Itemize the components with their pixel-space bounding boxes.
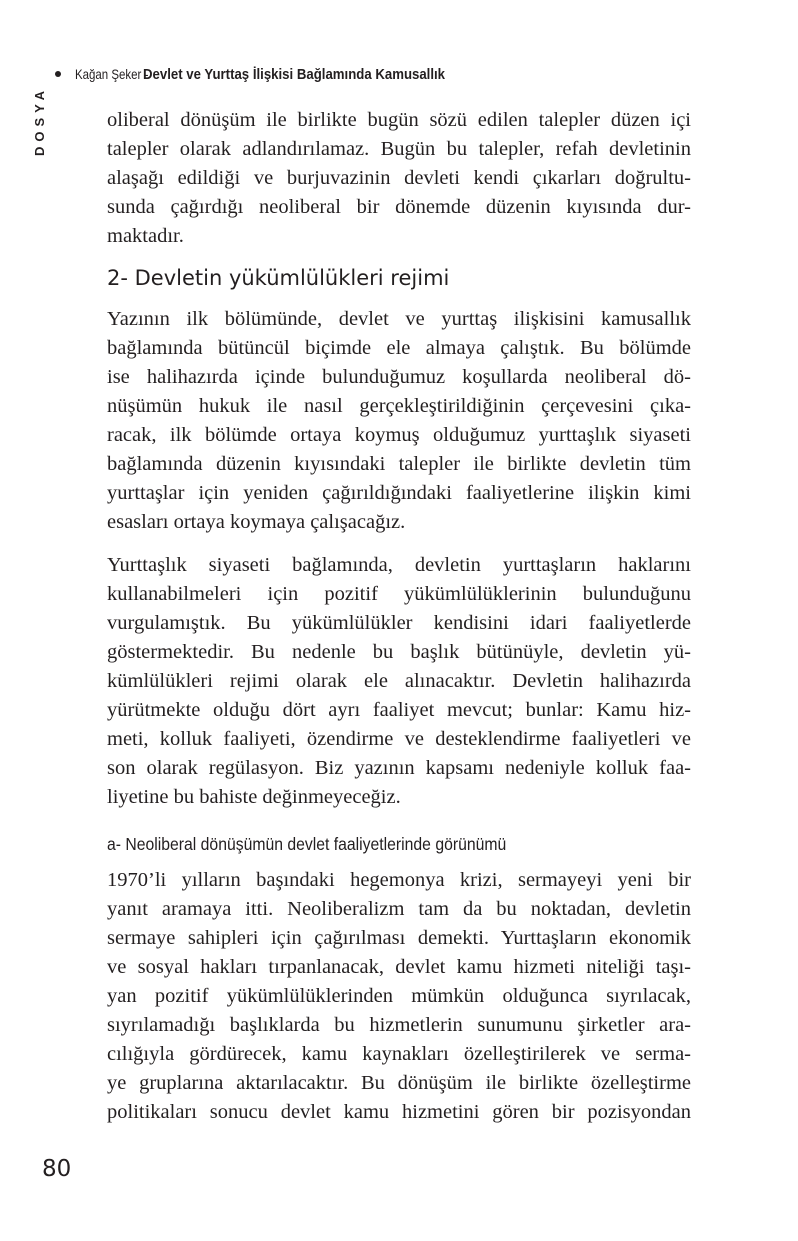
paragraph-line: maktadır. xyxy=(107,225,184,247)
paragraph-line: politikaları sonucu devlet kamu hizmetini gören bir pozisyondan xyxy=(107,1101,691,1123)
subsection-heading: a- Neoliberal dönüşümün devlet faaliyetlerinde görünümü xyxy=(107,834,507,854)
paragraph-line: bağlamında bütüncül biçimde ele almaya çalıştık. Bu bölümde xyxy=(107,337,691,359)
paragraph-line: oliberal dönüşüm ile birlikte bugün sözü edilen talepler düzen içi xyxy=(107,109,691,131)
paragraph-line: bağlamında düzenin kıyısındaki talepler ile birlikte devletin tüm xyxy=(107,453,691,475)
paragraph-line: esasları ortaya koymaya çalışacağız. xyxy=(107,511,406,533)
paragraph-line: talepler olarak adlandırılamaz. Bugün bu talepler, refah devletinin xyxy=(107,138,691,160)
paragraph-line: sıyrılamadığı başlıklarda bu hizmetlerin sunumunu şirketler ara- xyxy=(107,1014,691,1036)
paragraph-line: cılığıyla gördürecek, kamu kaynakları özelleştirilerek ve serma- xyxy=(107,1043,691,1065)
section-heading: 2- Devletin yükümlülükleri rejimi xyxy=(107,266,450,290)
paragraph-line: kullanabilmeleri için pozitif yükümlülüklerinin bulunduğunu xyxy=(107,583,691,605)
paragraph-line: ve sosyal hakları tırpanlanacak, devlet kamu hizmeti niteliği taşı- xyxy=(107,956,691,978)
paragraph-line: son olarak regülasyon. Biz yazının kapsamı nedeniyle kolluk faa- xyxy=(107,757,691,779)
page-number: 80 xyxy=(42,1156,72,1182)
paragraph-line: sunda çağırdığı neoliberal bir dönemde düzenin kıyısında dur- xyxy=(107,196,691,218)
paragraph-line: yürütmekte olduğu dört ayrı faaliyet mevcut; bunlar: Kamu hiz- xyxy=(107,699,691,721)
paragraph-line: Yurttaşlık siyaseti bağlamında, devletin yurttaşların haklarını xyxy=(107,554,691,576)
paragraph-line: kümlülükleri rejimi olarak ele alınacaktır. Devletin halihazırda xyxy=(107,670,691,692)
paragraph-line: Yazının ilk bölümünde, devlet ve yurttaş ilişkisini kamusallık xyxy=(107,308,691,330)
header-author: Kağan Şeker - xyxy=(75,66,149,82)
bullet-icon xyxy=(55,71,61,77)
paragraph-line: 1970’li yılların başındaki hegemonya krizi, sermayeyi yeni bir xyxy=(107,869,691,891)
paragraph-line: racak, ilk bölümde ortaya koymuş olduğumuz yurttaşlık siyaseti xyxy=(107,424,691,446)
header-article-title: Devlet ve Yurttaş İlişkisi Bağlamında Kamusallık xyxy=(142,65,445,83)
paragraph-line: sermaye sahipleri için çağırılması demekti. Yurttaşların ekonomik xyxy=(107,927,691,949)
paragraph-line: alaşağı edildiği ve burjuvazinin devleti kendi çıkarları doğrultu- xyxy=(107,167,691,189)
paragraph-line: ye gruplarına aktarılacaktır. Bu dönüşüm ile birlikte özelleştirme xyxy=(107,1072,691,1094)
paragraph-line: yurttaşlar için yeniden çağırıldığındaki faaliyetlerine ilişkin kimi xyxy=(107,482,691,504)
section-side-label: DOSYA xyxy=(32,85,47,156)
paragraph-line: meti, kolluk faaliyeti, özendirme ve desteklendirme faaliyetleri ve xyxy=(107,728,691,750)
paragraph-line: liyetine bu bahiste değinmeyeceğiz. xyxy=(107,786,401,808)
paragraph-line: göstermektedir. Bu nedenle bu başlık bütünüyle, devletin yü- xyxy=(107,641,691,663)
paragraph-line: yan pozitif yükümlülüklerinden mümkün olduğunca sıyrılacak, xyxy=(107,985,691,1007)
paragraph-line: nüşümün hukuk ile nasıl gerçekleştirildiğinin çerçevesini çıka- xyxy=(107,395,691,417)
running-header xyxy=(55,64,486,84)
paragraph-line: yanıt aramaya itti. Neoliberalizm tam da bu noktadan, devletin xyxy=(107,898,691,920)
paragraph-line: ise halihazırda içinde bulunduğumuz koşullarda neoliberal dö- xyxy=(107,366,691,388)
paragraph-line: vurgulamıştık. Bu yükümlülükler kendisini idari faaliyetlerde xyxy=(107,612,691,634)
